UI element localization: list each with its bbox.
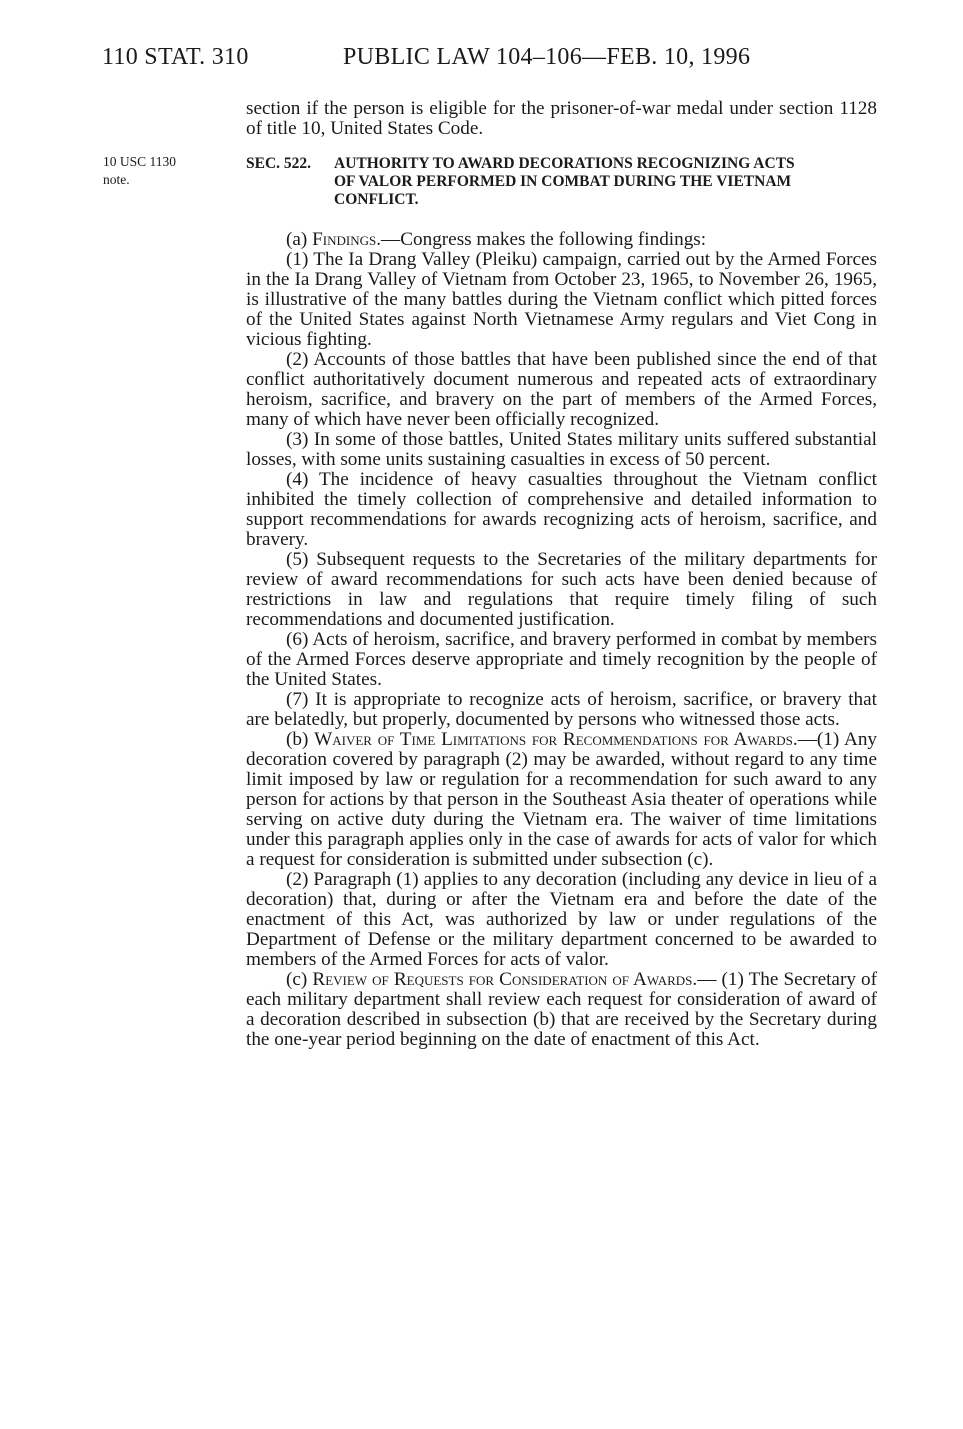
margin-note-label: note.: [103, 172, 130, 187]
body-text: [246, 230, 877, 1050]
subsection-b-heading: Waiver of Time Limitations for Recommendations for Awards.: [314, 729, 798, 750]
finding-7: (7) It is appropriate to recognize acts of heroism, sacrifice, or bravery that are belatedly, but properly, documented by persons who witnessed those acts.: [246, 689, 877, 730]
finding-5: (5) Subsequent requests to the Secretaries of the military departments for review of award recommendations for such acts have been denied because of restrictions in law and regulations that require timely filing of such recommendations and documented justification.: [246, 549, 877, 630]
subsection-c: (c) Review of Requests for Consideration of Awards.— (1) The Secretary of each military department shall review each request for consideration of award of a decoration described in subsection (b) that are received by the Secretary during the one-year period beginning on the date of enactment of this Act.: [246, 969, 878, 1050]
section-title-line-3: CONFLICT.: [334, 191, 419, 208]
running-header: PUBLIC LAW 104–106—FEB. 10, 1996: [343, 44, 751, 70]
section-title-line-2: OF VALOR PERFORMED IN COMBAT DURING THE VIETNAM: [334, 173, 792, 190]
section-number: SEC. 522.: [246, 155, 312, 172]
margin-note-citation: 10 USC 1130: [103, 154, 177, 169]
finding-2: (2) Accounts of those battles that have been published since the end of that conflict authoritatively document numerous and repeated acts of extraordinary heroism, sacrifice, and bravery on the part of members of the Armed Forces, many of which have never been officially recognized.: [246, 349, 877, 430]
subsection-b: (b) Waiver of Time Limitations for Recommendations for Awards.—(1) Any decoration covered by paragraph (2) may be awarded, without regard to any time limit imposed by law or regulation for a recommendation for such award to any person for actions by that person in the Southeast Asia theater of operations while serving on active duty during the Vietnam era. The waiver of time limitations under this paragraph applies only in the case of awards for acts of valor for which a request for consideration is submitted under subsection (c).: [246, 729, 878, 870]
intro-paragraph: section if the person is eligible for the prisoner-of-war medal under section 1128 of title 10, United States Code.: [246, 98, 877, 139]
section-heading: [246, 155, 877, 209]
statute-page-reference: 110 STAT. 310: [102, 44, 249, 70]
finding-6: (6) Acts of heroism, sacrifice, and bravery performed in combat by members of the Armed Forces deserve appropriate and timely recognition by the people of the United States.: [246, 629, 877, 690]
subsection-b-paragraph-2: (2) Paragraph (1) applies to any decoration (including any device in lieu of a decoration) that, during or after the Vietnam era and before the date of the enactment of this Act, was authorized by law or under regulations of the Department of Defense or the military department concerned to be awarded to members of the Armed Forces for acts of valor.: [246, 869, 877, 970]
finding-3: (3) In some of those battles, United States military units suffered substantial losses, with some units sustaining casualties in excess of 50 percent.: [246, 429, 877, 470]
subsection-a: (a) Findings.—Congress makes the following findings:: [286, 229, 707, 250]
margin-note: [103, 153, 223, 189]
intro-block: [246, 99, 877, 139]
subsection-c-heading: Review of Requests for Consideration of Awards.: [312, 969, 698, 990]
section-title-line-1: AUTHORITY TO AWARD DECORATIONS RECOGNIZING ACTS: [334, 155, 795, 172]
finding-1: (1) The Ia Drang Valley (Pleiku) campaign, carried out by the Armed Forces in the Ia Drang Valley of Vietnam from October 23, 1965, to November 26, 1965, is illustrative of the many battles during the Vietnam conflict which pitted forces of the United States against North Vietnamese Army regulars and Viet Cong in vicious fighting.: [246, 249, 877, 350]
subsection-a-heading: Findings.: [312, 229, 382, 250]
finding-4: (4) The incidence of heavy casualties throughout the Vietnam conflict inhibited the timely collection of comprehensive and detailed information to support recommendations for awards recognizing acts of heroism, sacrifice, and bravery.: [246, 469, 877, 550]
